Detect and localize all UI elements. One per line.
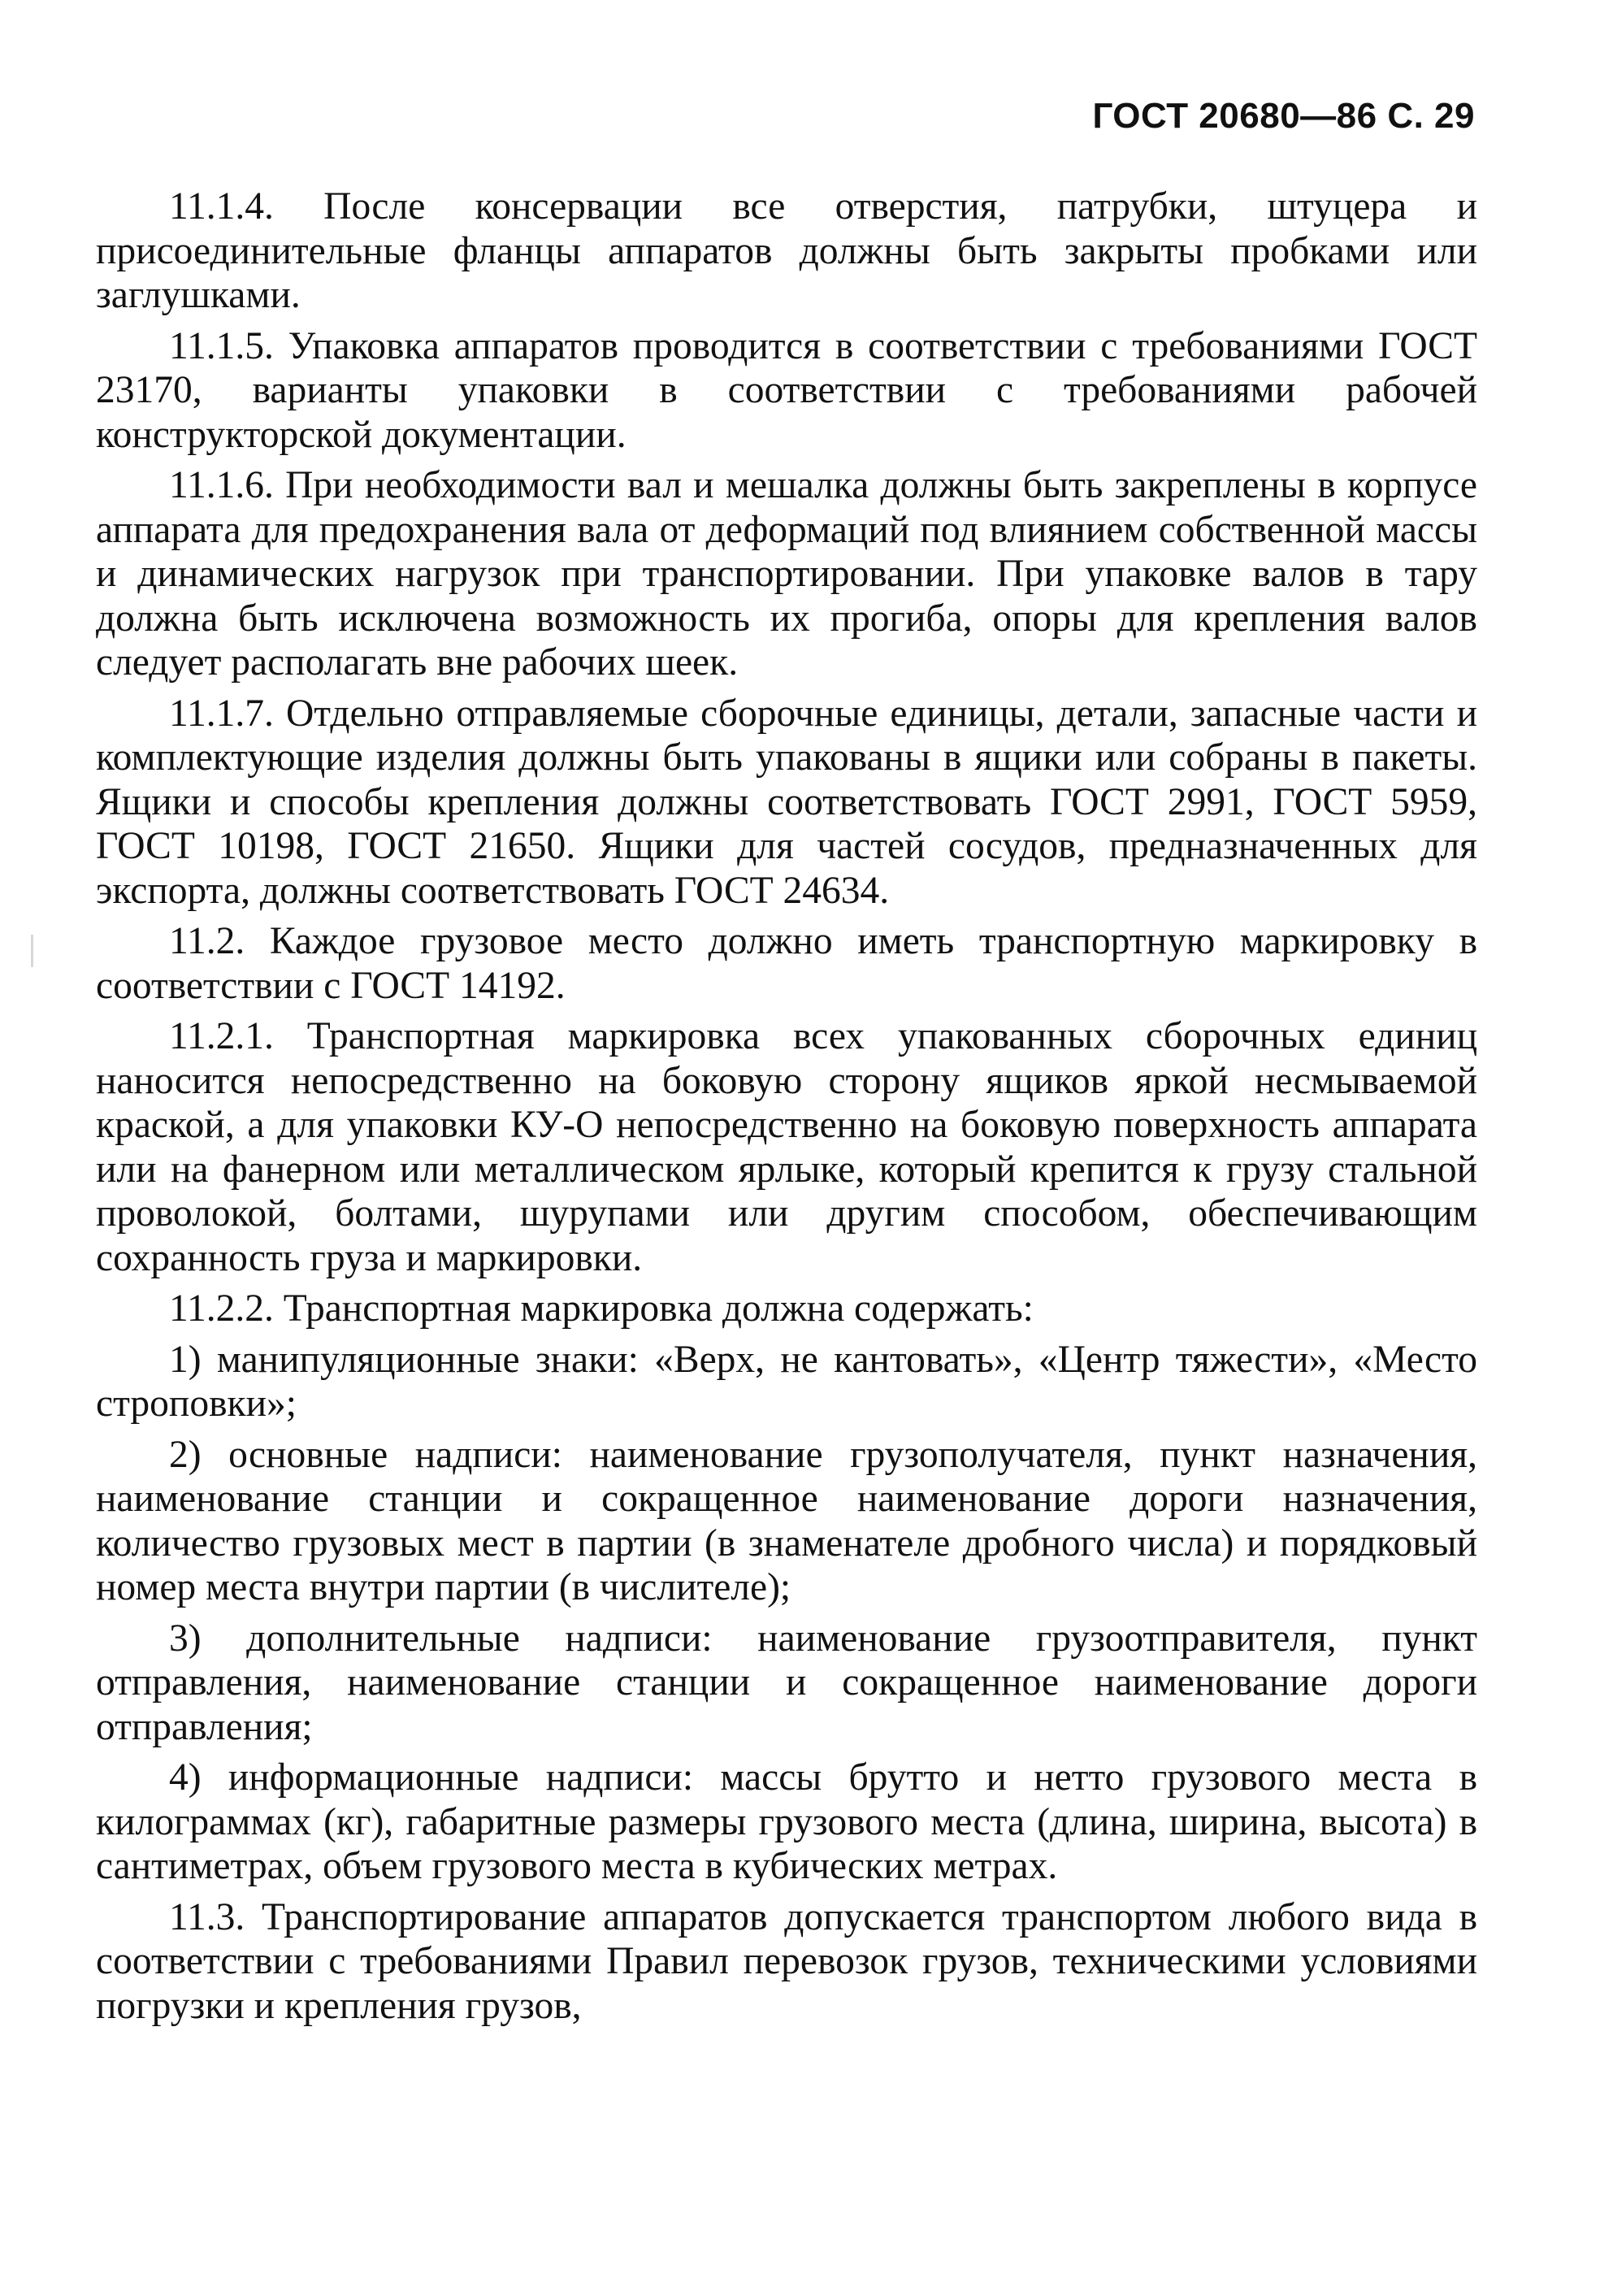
page-header: ГОСТ 20680—86 С. 29 — [1092, 96, 1475, 136]
paragraph-11-2: 11.2. Каждое грузовое место должно иметь транспортную маркировку в соответствии с ГОСТ 14192. — [96, 920, 1477, 1007]
paragraph-11-3: 11.3. Транспортирование аппаратов допускается транспортом любого вида в соответствии с требованиями Правил перевозок грузов, техническими условиями погрузки и крепления грузов, — [96, 1895, 1477, 2027]
scan-artifact-mark — [31, 935, 33, 967]
paragraph-11-1-5: 11.1.5. Упаковка аппаратов проводится в соответствии с требованиями ГОСТ 23170, варианты упаковки в соответствии с требованиями рабочей конструкторской документации. — [96, 324, 1477, 456]
list-item-4: 4) информационные надписи: массы брутто и нетто грузового места в килограммах (кг), габаритные размеры грузового места (длина, ширина, высота) в сантиметрах, объем грузового места в кубических метрах. — [96, 1756, 1477, 1887]
paragraph-11-1-7: 11.1.7. Отдельно отправляемые сборочные единицы, детали, запасные части и комплектующие изделия должны быть упакованы в ящики или собраны в пакеты. Ящики и способы крепления должны соответствовать ГОСТ 2991, ГОСТ 5959, ГОСТ 10198, ГОСТ 21650. Ящики для частей сосудов, предназначенных для экспорта, должны соответствовать ГОСТ 24634. — [96, 692, 1477, 912]
list-item-2: 2) основные надписи: наименование грузополучателя, пункт назначения, наименование станции и сокращенное наименование дороги назначения, количество грузовых мест в партии (в знаменателе дробного числа) и порядковый номер места внутри партии (в числителе); — [96, 1433, 1477, 1608]
paragraph-11-2-1: 11.2.1. Транспортная маркировка всех упакованных сборочных единиц наносится непосредственно на боковую сторону ящиков яркой несмываемой краской, а для упаковки КУ-О непосредственно на боковую поверхность аппарата или на фанерном или металлическом ярлыке, который крепится к грузу стальной проволокой, болтами, шурупами или другим способом, обеспечивающим сохранность груза и маркировки. — [96, 1015, 1477, 1279]
document-body — [96, 183, 1477, 2028]
paragraph-11-1-4: 11.1.4. После консервации все отверстия, патрубки, штуцера и присоединительные фланцы аппаратов должны быть закрыты пробками или заглушками. — [96, 185, 1477, 316]
paragraph-11-1-6: 11.1.6. При необходимости вал и мешалка должны быть закреплены в корпусе аппарата для предохранения вала от деформаций под влиянием собственной массы и динамических нагрузок при транспортировании. При упаковке валов в тару должна быть исключена возможность их прогиба, опоры для крепления валов следует располагать вне рабочих шеек. — [96, 464, 1477, 684]
list-item-1: 1) манипуляционные знаки: «Верх, не кантовать», «Центр тяжести», «Место строповки»; — [96, 1338, 1477, 1425]
list-item-3: 3) дополнительные надписи: наименование грузоотправителя, пункт отправления, наименование станции и сокращенное наименование дороги отправления; — [96, 1617, 1477, 1748]
paragraph-11-2-2: 11.2.2. Транспортная маркировка должна содержать: — [169, 1287, 1034, 1330]
